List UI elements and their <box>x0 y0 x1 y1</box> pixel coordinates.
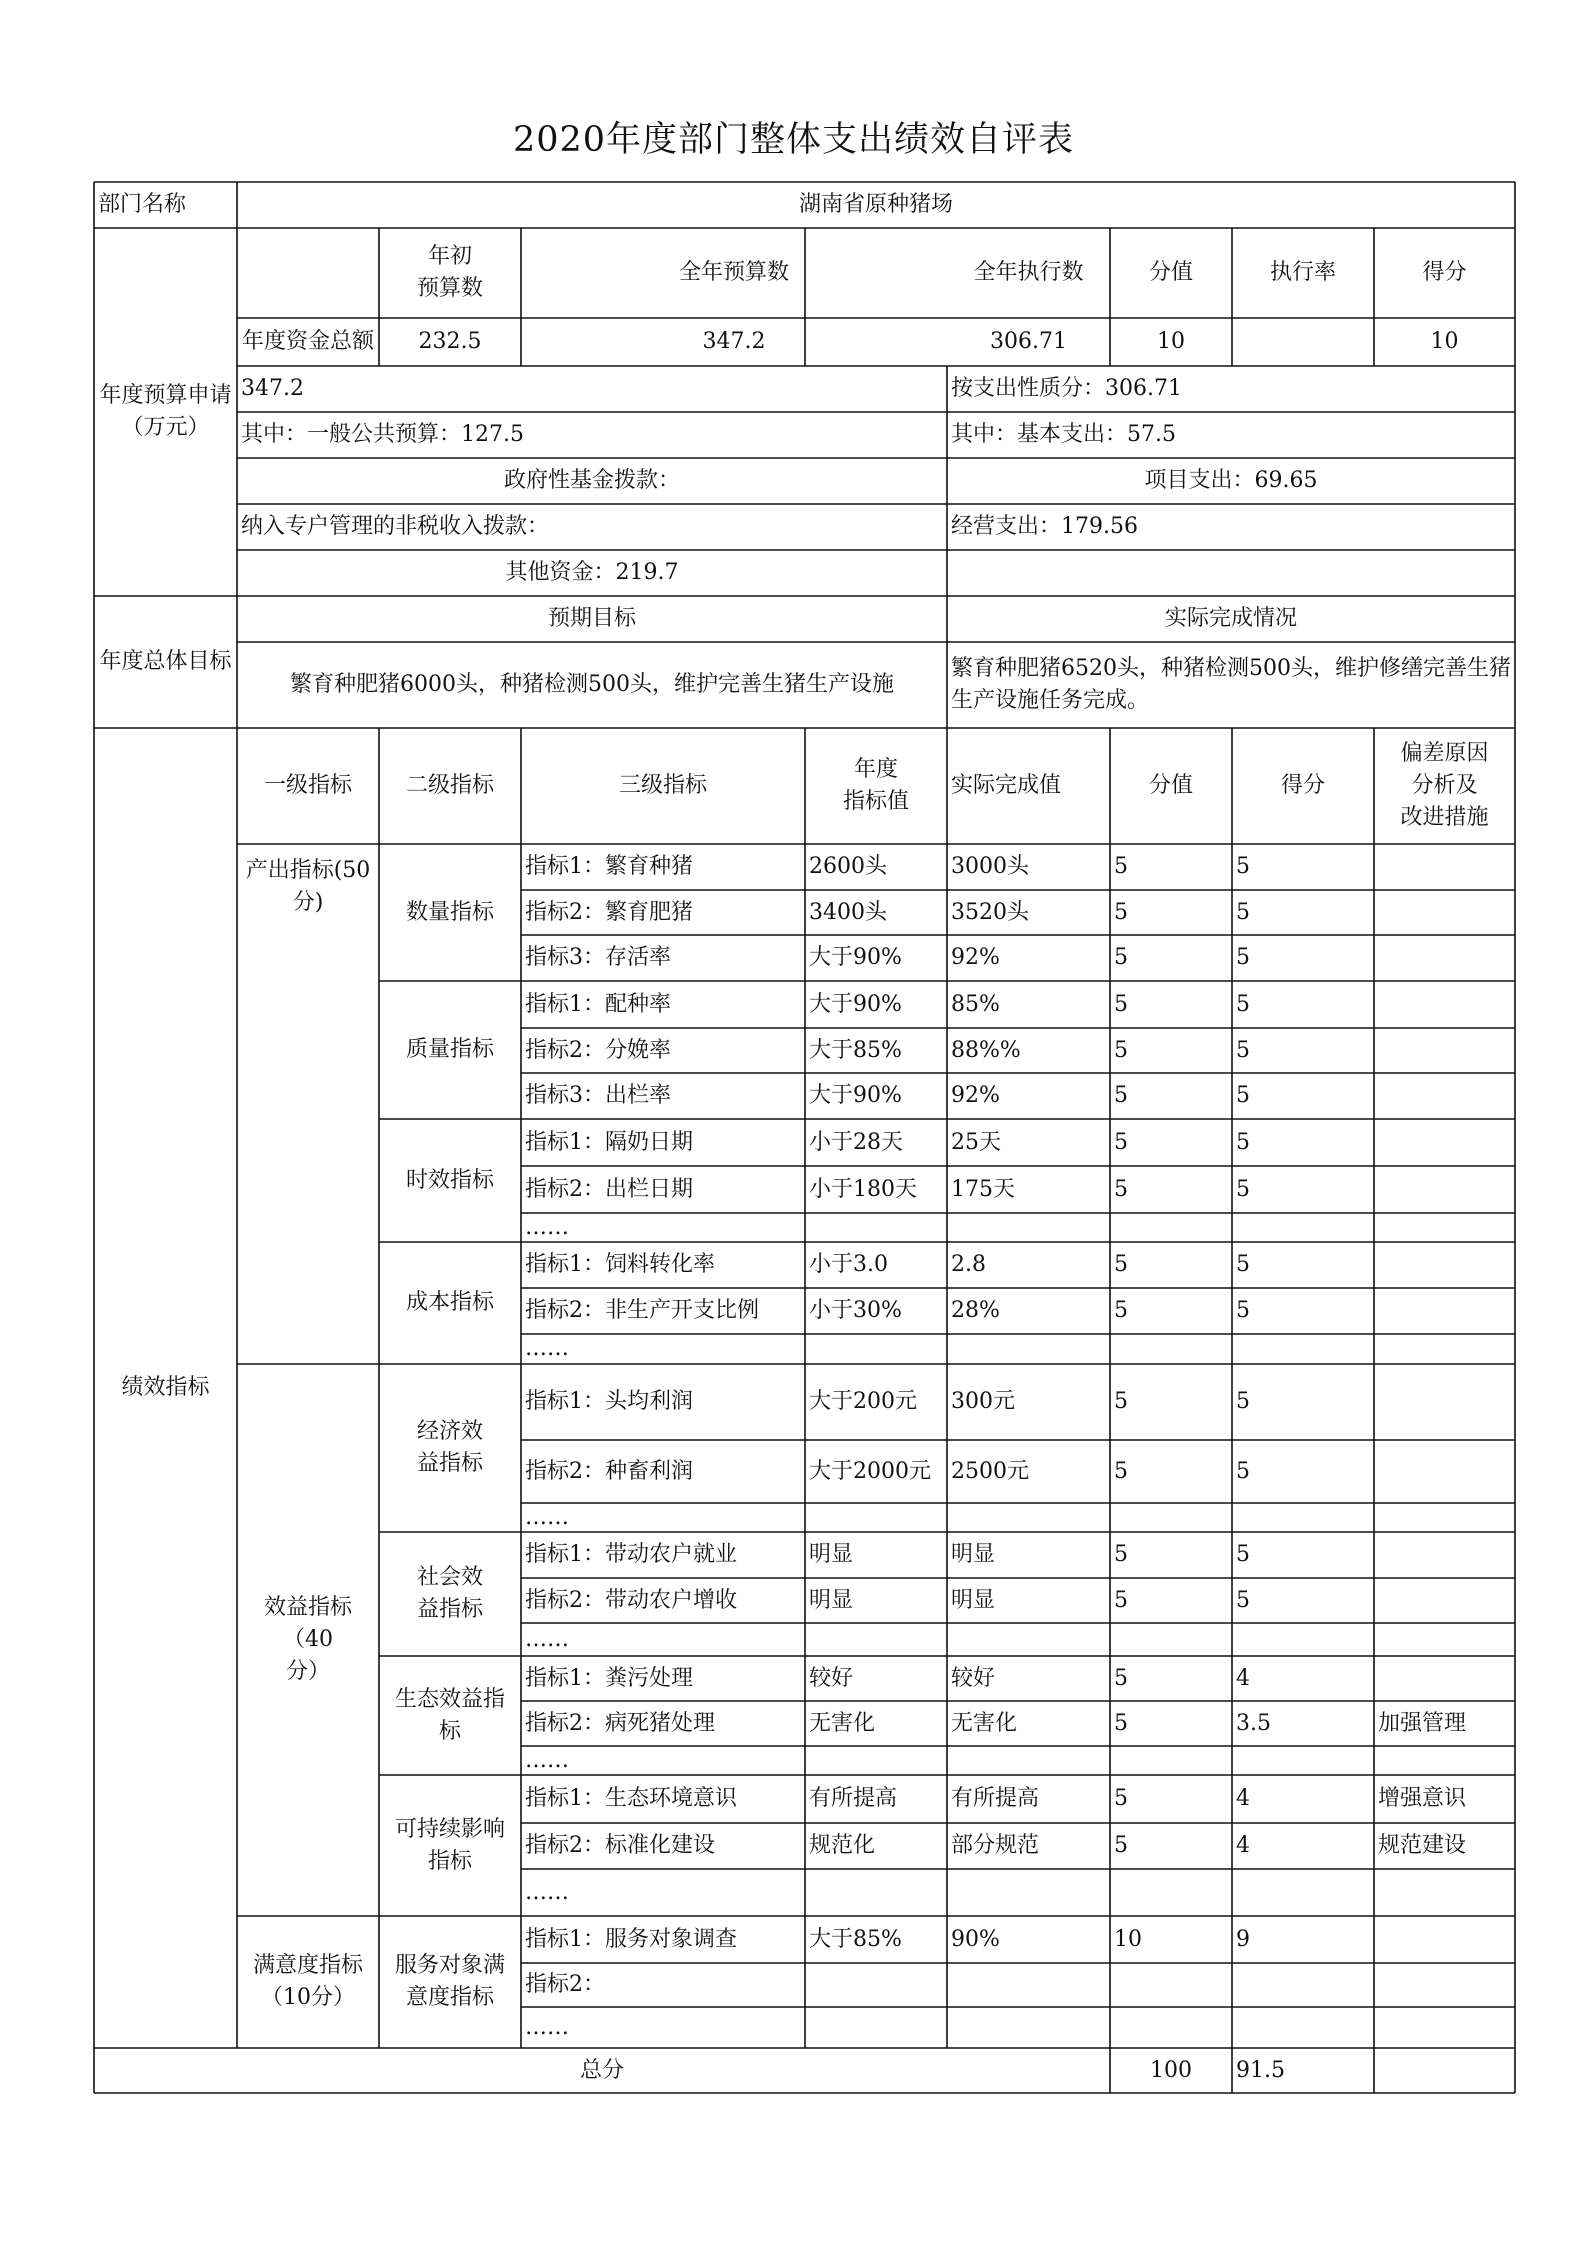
indicator-note <box>1374 1532 1515 1578</box>
indicator-note <box>1374 1364 1515 1440</box>
indicator-name: 指标1：隔奶日期 <box>525 1129 693 1155</box>
budget-source-line: 纳入专户管理的非税收入拨款： <box>241 514 550 540</box>
indicator-name: 指标2： <box>525 1972 605 1998</box>
indicator-weight <box>1110 1746 1232 1775</box>
indicator-actual: 92% <box>951 945 1000 971</box>
total-weight: 100 <box>1150 2057 1192 2083</box>
header-level1: 一级指标 <box>263 773 352 799</box>
indicator-target: 大于90% <box>809 1083 902 1109</box>
indicator-weight <box>1110 2007 1232 2048</box>
indicator-actual: 无害化 <box>951 1710 1018 1736</box>
indicator-name: 指标2：非生产开支比例 <box>525 1298 759 1324</box>
indicator-name: 指标1：头均利润 <box>525 1389 693 1415</box>
indicator-target: 大于200元 <box>809 1389 917 1415</box>
indicator-score: 5 <box>1236 1587 1250 1613</box>
indicator-note <box>1374 1746 1515 1775</box>
indicator-name: 指标2：出栏日期 <box>525 1176 693 1202</box>
indicator-note <box>1374 1623 1515 1656</box>
sub-cost: 成本指标 <box>405 1290 494 1316</box>
indicator-note <box>1374 1028 1515 1073</box>
indicator-actual: 92% <box>951 1083 1000 1109</box>
indicator-score: 5 <box>1236 1252 1250 1278</box>
indicator-actual: 85% <box>951 991 1000 1017</box>
indicator-weight: 5 <box>1114 945 1128 971</box>
indicator-score: 9 <box>1236 1926 1250 1952</box>
indicator-name: 指标2：分娩率 <box>525 1037 671 1063</box>
indicator-note <box>1374 890 1515 935</box>
indicator-score: 4 <box>1236 1786 1250 1812</box>
indicator-name: …… <box>525 1504 569 1530</box>
indicator-actual: 2500元 <box>951 1458 1029 1484</box>
indicator-actual <box>947 2007 1110 2048</box>
indicator-score: 5 <box>1236 1458 1250 1484</box>
header-level2: 二级指标 <box>405 773 494 799</box>
sub-quality: 质量指标 <box>405 1037 494 1063</box>
indicator-weight <box>1110 1623 1232 1656</box>
sub-economic: 经济效 益指标 <box>416 1419 483 1476</box>
indicator-weight: 5 <box>1114 1542 1128 1568</box>
indicator-weight: 5 <box>1114 1833 1128 1859</box>
indicator-target: 3400头 <box>809 899 887 925</box>
indicator-score: 5 <box>1236 945 1250 971</box>
indicator-actual <box>947 1334 1110 1364</box>
indicator-target <box>805 1503 947 1532</box>
group-satisfaction: 满意度指标 （10分） <box>252 1953 363 2010</box>
indicator-target: 小于180天 <box>809 1176 917 1202</box>
perf-section-label: 绩效指标 <box>121 1375 210 1401</box>
indicator-name: 指标3：出栏率 <box>525 1083 671 1109</box>
indicator-target <box>805 2007 947 2048</box>
indicator-score: 5 <box>1236 1037 1250 1063</box>
header-initial-budget: 年初 预算数 <box>416 244 483 301</box>
header-level3: 三级指标 <box>618 773 707 799</box>
indicator-score: 5 <box>1236 1542 1250 1568</box>
indicator-weight <box>1110 1334 1232 1364</box>
indicator-name: 指标2：带动农户增收 <box>525 1587 737 1613</box>
budget-nature-line: 按支出性质分：306.71 <box>951 376 1182 402</box>
goal-section-label: 年度总体目标 <box>99 649 232 675</box>
indicator-note <box>1374 1073 1515 1119</box>
indicator-name: …… <box>525 1214 569 1240</box>
indicator-actual <box>947 1746 1110 1775</box>
indicator-name: 指标2：繁育肥猪 <box>525 899 693 925</box>
total-funds-annual: 347.2 <box>702 329 766 355</box>
indicator-note <box>1374 1119 1515 1166</box>
indicator-score <box>1232 1869 1374 1916</box>
indicator-weight: 5 <box>1114 991 1128 1017</box>
indicator-actual: 有所提高 <box>951 1786 1040 1812</box>
indicator-note <box>1374 844 1515 890</box>
indicator-actual <box>947 1503 1110 1532</box>
indicator-score <box>1232 1623 1374 1656</box>
header-annual-budget: 全年预算数 <box>678 260 789 286</box>
page-title: 2020年度部门整体支出绩效自评表 <box>512 120 1075 160</box>
indicator-score: 5 <box>1236 1083 1250 1109</box>
indicator-weight: 5 <box>1114 854 1128 880</box>
indicator-score: 5 <box>1236 1389 1250 1415</box>
indicator-target <box>805 1746 947 1775</box>
indicator-score <box>1232 1746 1374 1775</box>
budget-source-line: 其他资金：219.7 <box>505 560 679 586</box>
indicator-weight: 10 <box>1114 1926 1142 1952</box>
total-funds-weight: 10 <box>1157 329 1185 355</box>
indicator-name: 指标1：饲料转化率 <box>525 1252 715 1278</box>
indicator-name: 指标1：配种率 <box>525 991 671 1017</box>
indicator-name: 指标1：繁育种猪 <box>525 854 693 880</box>
indicator-actual: 3000头 <box>951 854 1029 880</box>
indicator-actual: 明显 <box>951 1542 996 1568</box>
indicator-name: 指标2：病死猪处理 <box>525 1710 715 1736</box>
indicator-name: 指标1：粪污处理 <box>525 1665 693 1691</box>
sub-service: 服务对象满 意度指标 <box>394 1953 505 2010</box>
total-funds-initial: 232.5 <box>418 329 482 355</box>
indicator-target: 明显 <box>809 1587 854 1613</box>
indicator-target <box>805 1869 947 1916</box>
indicator-actual <box>947 1963 1110 2007</box>
indicator-note: 加强管理 <box>1378 1710 1467 1736</box>
indicator-actual: 28% <box>951 1298 1000 1324</box>
indicator-note <box>1374 1963 1515 2007</box>
indicator-weight: 5 <box>1114 1083 1128 1109</box>
dept-name-value: 湖南省原种猪场 <box>798 192 953 218</box>
indicator-actual: 2.8 <box>951 1252 986 1278</box>
indicator-score: 4 <box>1236 1833 1250 1859</box>
indicator-weight: 5 <box>1114 1252 1128 1278</box>
indicator-note <box>1374 1916 1515 1963</box>
indicator-weight: 5 <box>1114 1389 1128 1415</box>
budget-source-line: 政府性基金拨款： <box>503 468 680 494</box>
indicator-name: …… <box>525 1879 569 1905</box>
indicator-score <box>1232 1503 1374 1532</box>
indicator-actual: 300元 <box>951 1389 1015 1415</box>
indicator-score <box>1232 1213 1374 1242</box>
indicator-target: 大于85% <box>809 1926 902 1952</box>
indicator-target: 大于85% <box>809 1037 902 1063</box>
budget-nature-line: 其中：基本支出：57.5 <box>951 422 1176 448</box>
total-funds-executed: 306.71 <box>990 329 1067 355</box>
header-deviation-note: 偏差原因 分析及 改进措施 <box>1400 741 1489 830</box>
sub-ecological: 生态效益指 标 <box>394 1686 505 1744</box>
indicator-weight: 5 <box>1114 1176 1128 1202</box>
indicator-score <box>1232 1334 1374 1364</box>
indicator-note <box>1374 2007 1515 2048</box>
indicator-actual: 90% <box>951 1926 1000 1952</box>
indicator-target: 无害化 <box>809 1710 876 1736</box>
indicator-target: 大于2000元 <box>809 1458 931 1484</box>
expected-goal-text: 繁育种肥猪6000头，种猪检测500头，维护完善生猪生产设施 <box>290 672 894 698</box>
header-weight: 分值 <box>1148 260 1193 286</box>
indicator-name: 指标2：标准化建设 <box>525 1833 715 1859</box>
total-funds-rate <box>1232 318 1374 366</box>
header-perf-weight: 分值 <box>1148 773 1193 799</box>
indicator-actual: 3520头 <box>951 899 1029 925</box>
indicator-note <box>1374 1334 1515 1364</box>
indicator-target: 小于30% <box>809 1298 902 1324</box>
indicator-score: 5 <box>1236 1176 1250 1202</box>
indicator-name: 指标1：服务对象调查 <box>525 1926 737 1952</box>
sub-quantity: 数量指标 <box>405 899 494 925</box>
expected-goal-header: 预期目标 <box>547 606 636 632</box>
indicator-note <box>1374 1869 1515 1916</box>
indicator-weight: 5 <box>1114 899 1128 925</box>
indicator-target: 规范化 <box>809 1833 876 1859</box>
indicator-weight: 5 <box>1114 1786 1128 1812</box>
indicator-weight <box>1110 1963 1232 2007</box>
total-funds-label: 年度资金总额 <box>241 329 374 355</box>
indicator-score: 5 <box>1236 991 1250 1017</box>
sub-timeliness: 时效指标 <box>405 1167 494 1193</box>
indicator-target: 2600头 <box>809 854 887 880</box>
actual-completion-text: 繁育种肥猪6520头，种猪检测500头，维护修缮完善生猪生产设施任务完成。 <box>951 656 1511 713</box>
indicator-name: 指标3：存活率 <box>525 945 671 971</box>
indicator-target: 大于90% <box>809 991 902 1017</box>
indicator-actual: 175天 <box>951 1176 1015 1202</box>
indicator-note: 规范建设 <box>1378 1833 1467 1859</box>
indicator-weight: 5 <box>1114 1298 1128 1324</box>
indicator-weight: 5 <box>1114 1037 1128 1063</box>
indicator-actual: 较好 <box>951 1665 996 1691</box>
indicator-target: 小于28天 <box>809 1129 903 1155</box>
indicator-weight: 5 <box>1114 1710 1128 1736</box>
indicator-target <box>805 1334 947 1364</box>
indicator-note <box>1374 1656 1515 1701</box>
budget-source-line: 347.2 <box>241 376 304 402</box>
indicator-weight <box>1110 1213 1232 1242</box>
group-benefit: 效益指标（40 分） <box>263 1595 352 1684</box>
indicator-target <box>805 1213 947 1242</box>
actual-completion-header: 实际完成情况 <box>1164 606 1297 632</box>
dept-name-label: 部门名称 <box>98 192 187 218</box>
indicator-name: 指标1：带动农户就业 <box>525 1542 737 1568</box>
indicator-score: 4 <box>1236 1665 1250 1691</box>
indicator-weight: 5 <box>1114 1587 1128 1613</box>
header-perf-score: 得分 <box>1280 773 1325 799</box>
indicator-note <box>1374 1166 1515 1213</box>
indicator-note <box>1374 981 1515 1028</box>
indicator-note <box>1374 1440 1515 1503</box>
indicator-weight: 5 <box>1114 1458 1128 1484</box>
budget-nature-line <box>947 550 1515 596</box>
indicator-target <box>805 1623 947 1656</box>
indicator-actual <box>947 1869 1110 1916</box>
indicator-target <box>805 1963 947 2007</box>
indicator-score <box>1232 1963 1374 2007</box>
indicator-score: 5 <box>1236 854 1250 880</box>
group-output: 产出指标(50 分) <box>245 858 371 915</box>
header-actual-value: 实际完成值 <box>951 773 1062 799</box>
indicator-weight: 5 <box>1114 1129 1128 1155</box>
budget-section-label: 年度预算申请（万元） <box>99 383 232 440</box>
total-score: 91.5 <box>1236 2057 1285 2083</box>
indicator-target: 明显 <box>809 1542 854 1568</box>
indicator-name: 指标2：种畜利润 <box>525 1458 693 1484</box>
total-score-label: 总分 <box>579 2057 624 2083</box>
indicator-name: …… <box>525 1626 569 1652</box>
indicator-note <box>1374 1242 1515 1288</box>
indicator-note: 增强意识 <box>1378 1786 1467 1812</box>
indicator-actual: 25天 <box>951 1129 1001 1155</box>
indicator-note <box>1374 935 1515 981</box>
sub-social: 社会效 益指标 <box>416 1565 483 1622</box>
indicator-target: 较好 <box>809 1665 854 1691</box>
header-score: 得分 <box>1422 260 1467 286</box>
indicator-actual: 明显 <box>951 1587 996 1613</box>
indicator-weight <box>1110 1503 1232 1532</box>
indicator-note <box>1374 1288 1515 1334</box>
sub-sustainable: 可持续影响 指标 <box>394 1816 505 1874</box>
indicator-weight <box>1110 1869 1232 1916</box>
budget-nature-line: 经营支出：179.56 <box>951 514 1138 540</box>
indicator-target: 小于3.0 <box>809 1252 888 1278</box>
indicator-actual <box>947 1213 1110 1242</box>
indicator-actual: 88%% <box>951 1037 1021 1063</box>
indicator-name: …… <box>525 1747 569 1773</box>
indicator-score: 5 <box>1236 1129 1250 1155</box>
header-execution-rate: 执行率 <box>1269 260 1336 286</box>
indicator-actual <box>947 1623 1110 1656</box>
indicator-note <box>1374 1213 1515 1242</box>
indicator-target: 大于90% <box>809 945 902 971</box>
indicator-actual: 部分规范 <box>951 1833 1040 1859</box>
indicator-score: 3.5 <box>1236 1710 1271 1736</box>
header-annual-executed: 全年执行数 <box>973 260 1084 286</box>
budget-nature-line: 项目支出：69.65 <box>1144 468 1318 494</box>
indicator-score: 5 <box>1236 1298 1250 1324</box>
indicator-note <box>1374 1578 1515 1623</box>
indicator-name: 指标1：生态环境意识 <box>525 1786 737 1812</box>
indicator-name: …… <box>525 2014 569 2040</box>
indicator-score <box>1232 2007 1374 2048</box>
budget-source-line: 其中：一般公共预算：127.5 <box>241 422 524 448</box>
indicator-target: 有所提高 <box>809 1786 898 1812</box>
total-funds-score: 10 <box>1430 329 1459 355</box>
indicator-weight: 5 <box>1114 1665 1128 1691</box>
header-annual-target: 年度 指标值 <box>842 757 909 814</box>
indicator-note <box>1374 1503 1515 1532</box>
indicator-score: 5 <box>1236 899 1250 925</box>
indicator-name: …… <box>525 1336 569 1362</box>
